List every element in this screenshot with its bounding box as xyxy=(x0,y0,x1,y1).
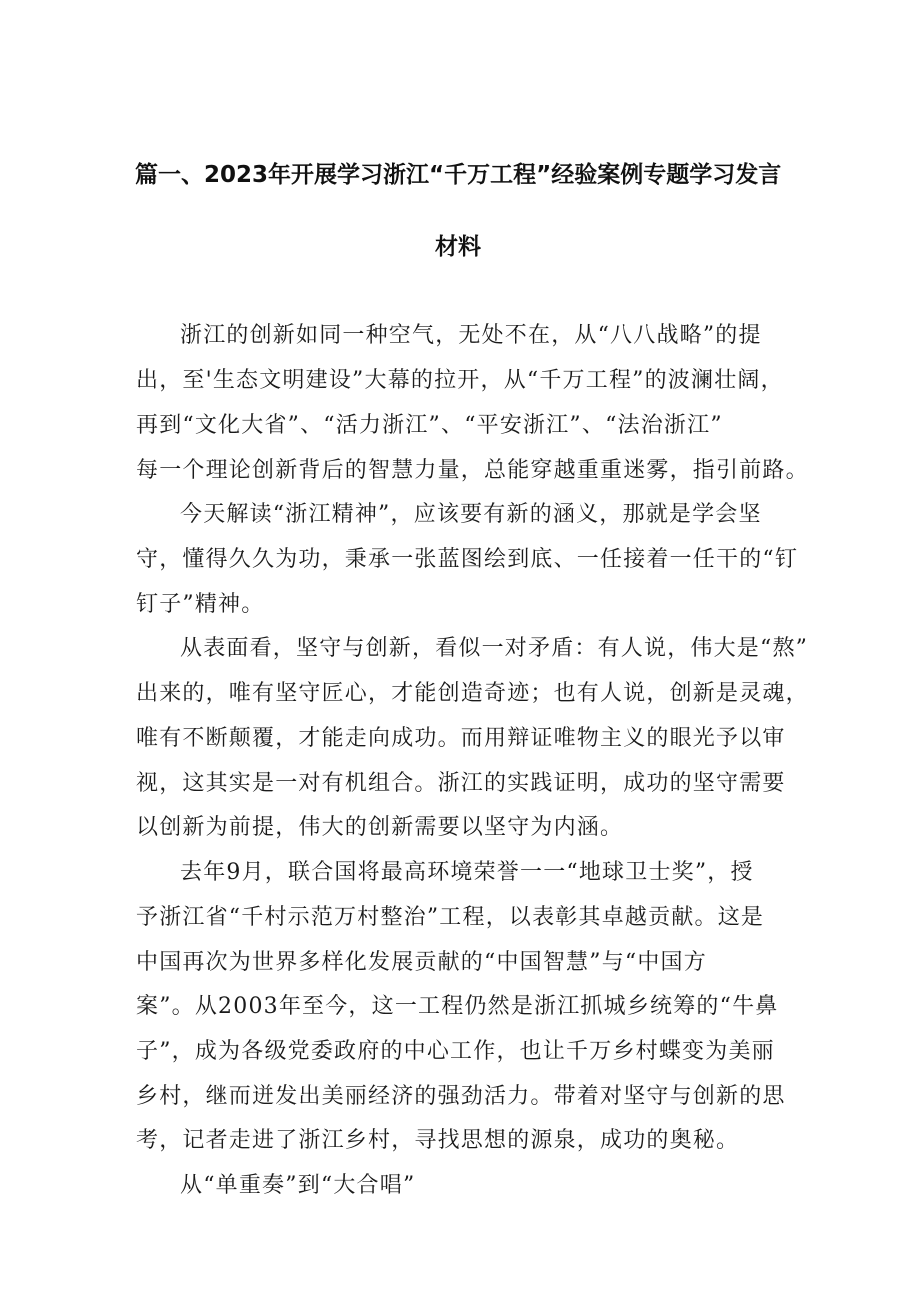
paragraph-2-line-1: 今天解读“浙江精神”，应该要有新的涵义，那就是学会坚 xyxy=(180,502,762,527)
paragraph-1-line-3: 再到“文化大省”、“活力浙江”、“平安浙江”、“法治浙江” xyxy=(136,413,723,438)
paragraph-4-line-1: 去年9月，联合国将最高环境荣誉一一“地球卫士奖”，授 xyxy=(180,860,754,885)
paragraph-1-line-2: 出，至'生态文明建设”大幕的拉开，从“千万工程”的波澜壮阔， xyxy=(136,368,784,393)
paragraph-4-line-5: 子”，成为各级党委政府的中心工作，也让千万乡村蝶变为美丽 xyxy=(136,1039,775,1064)
paragraph-3-line-2: 出来的，唯有坚守匠心，才能创造奇迹；也有人说，创新是灵魂， xyxy=(136,681,809,706)
paragraph-1-line-1: 浙江的创新如同一种空气，无处不在，从“八八战略”的提 xyxy=(180,323,762,348)
paragraph-3-line-1: 从表面看，坚守与创新，看似一对矛盾：有人说，伟大是“熬” xyxy=(180,636,809,661)
paragraph-3-line-5: 以创新为前提，伟大的创新需要以坚守为内涵。 xyxy=(136,815,624,840)
paragraph-3-line-4: 视，这其实是一对有机组合。浙江的实践证明，成功的坚守需要 xyxy=(136,771,786,796)
paragraph-4-line-6: 乡村，继而迸发出美丽经济的强劲活力。带着对坚守与创新的思 xyxy=(136,1084,786,1109)
paragraph-2-line-3: 钉子”精神。 xyxy=(136,592,265,617)
paragraph-3-line-3: 唯有不断颠覆，才能走向成功。而用辩证唯物主义的眼光予以审 xyxy=(136,726,786,751)
paragraph-4-line-7: 考，记者走进了浙江乡村，寻找思想的源泉，成功的奥秘。 xyxy=(136,1128,740,1153)
paragraph-4-line-2: 予浙江省“千村示范万村整治”工程，以表彰其卓越贡献。这是 xyxy=(136,905,765,930)
paragraph-4-line-3: 中国再次为世界多样化发展贡献的“中国智慧”与“中国方 xyxy=(136,950,707,975)
paragraph-4-line-4: 案”。从2003年至今，这一工程仍然是浙江抓城乡统筹的“牛鼻 xyxy=(136,994,779,1019)
document-title-line-2: 材料 xyxy=(435,234,481,260)
document-title-line-1: 篇一、2023年开展学习浙江“千万工程”经验案例专题学习发言 xyxy=(135,162,782,188)
section-subheading: 从“单重奏”到“大合唱” xyxy=(180,1173,416,1198)
paragraph-2-line-2: 守，懂得久久为功，秉承一张蓝图绘到底、一任接着一任干的“钉 xyxy=(136,547,799,572)
paragraph-1-line-4: 每一个理论创新背后的智慧力量，总能穿越重重迷雾，指引前路。 xyxy=(136,458,809,483)
